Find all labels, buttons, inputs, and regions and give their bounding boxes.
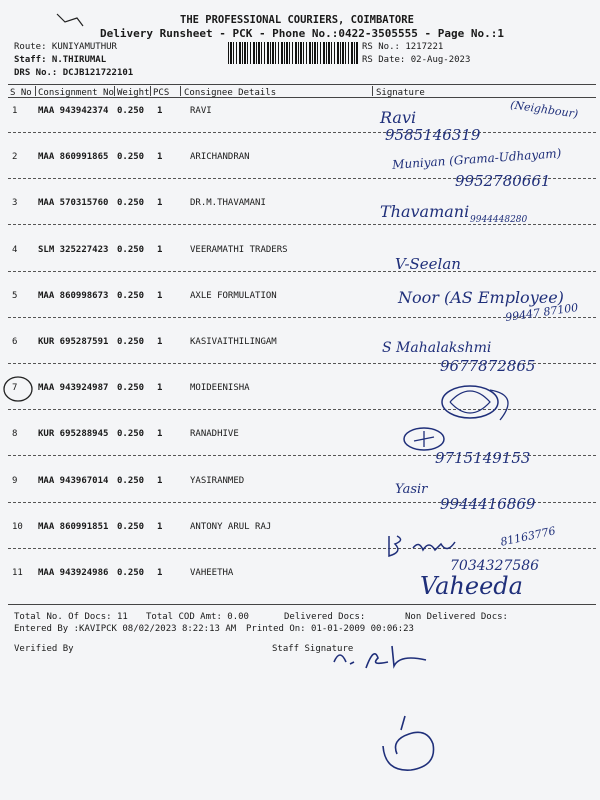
col-pcs: PCS [153,88,170,98]
row-consignee: RAVI [190,106,212,116]
entered-by: Entered By :KAVIPCK 08/02/2023 8:22:13 AM [14,624,237,634]
signature-phone-3: 9944448280 [470,215,528,225]
signature-note-6: S Mahalakshmi [382,340,492,356]
printed-on: Printed On: 01-01-2009 00:06:23 [246,624,414,634]
row-consignee: AXLE FORMULATION [190,291,277,301]
row-weight: 0.250 [117,429,145,439]
row-weight: 0.250 [117,106,145,116]
row-consignment-no: MAA 860991865 [38,152,109,162]
row-consignment-no: KUR 695288945 [38,429,109,439]
col-consignment: Consignment No [38,88,114,98]
row-sno: 1 [12,106,18,116]
row-consignee: ARICHANDRAN [190,152,250,162]
row-consignee: VAHEETHA [190,568,234,578]
row-pcs: 1 [157,245,163,255]
row-sno: 9 [12,476,18,486]
row-pcs: 1 [157,429,163,439]
row-weight: 0.250 [117,291,145,301]
signature-phone-5: 99447 87100 [504,300,580,325]
row-pcs: 1 [157,337,163,347]
signature-phone-8: 9715149153 [435,449,531,467]
signature-4: V-Seelan [395,255,461,273]
row-sno: 6 [12,337,18,347]
signature-3: Thavamani [380,202,470,221]
row-pcs: 1 [157,568,163,578]
row-sno: 10 [12,522,23,532]
signature-note-1: (Neighbour) [509,98,579,121]
signature-9: Yasir [395,482,428,497]
staff-signature-scribble [330,640,440,675]
row-divider [8,271,596,272]
row-sno: 11 [12,568,23,578]
pen-mark-icon [55,10,85,30]
row-consignment-no: SLM 325227423 [38,245,109,255]
row-divider [8,132,596,133]
verified-by: Verified By [14,644,74,654]
row-consignment-no: MAA 943967014 [38,476,109,486]
row-consignment-no: KUR 695287591 [38,337,109,347]
row-pcs: 1 [157,476,163,486]
signature-note-5: Noor (AS Employee) [398,288,564,307]
row-weight: 0.250 [117,522,145,532]
row-pcs: 1 [157,152,163,162]
row-consignee: YASIRANMED [190,476,245,486]
rs-number: RS No.: 1217221 [362,42,444,52]
delivered-docs: Delivered Docs: [284,612,366,622]
total-docs: Total No. Of Docs: 11 [14,612,128,622]
drs-number: DRS No.: DCJB121722101 [14,68,134,78]
barcode [228,42,358,64]
row-pcs: 1 [157,198,163,208]
signature-1: Ravi [380,108,417,127]
signature-phone-11: 7034327586 [450,558,540,574]
row-weight: 0.250 [117,568,145,578]
col-consignee: Consignee Details [184,88,277,98]
staff-label: Staff: N.THIRUMAL [14,55,107,65]
col-sno: S No [10,88,32,98]
row-sno: 8 [12,429,18,439]
row-consignee: ANTONY ARUL RAJ [190,522,272,532]
row-sno: 2 [12,152,18,162]
signature-7-scribble [430,380,530,430]
row-consignee: MOIDEENISHA [190,383,250,393]
circle-mark-icon [2,374,36,404]
row-pcs: 1 [157,106,163,116]
row-consignee: KASIVAITHILINGAM [190,337,277,347]
staff-signature-label: Staff Signature [272,644,354,654]
row-sno: 3 [12,198,18,208]
col-signature: Signature [376,88,425,98]
rs-date: RS Date: 02-Aug-2023 [362,55,471,65]
signature-phone-2: 9952780661 [455,172,551,190]
bottom-scribble [375,710,445,775]
row-divider [8,548,596,549]
row-consignment-no: MAA 860991851 [38,522,109,532]
row-consignment-no: MAA 943942374 [38,106,109,116]
row-weight: 0.250 [117,245,145,255]
row-weight: 0.250 [117,198,145,208]
company-title: THE PROFESSIONAL COURIERS, COIMBATORE [180,14,414,26]
total-cod: Total COD Amt: 0.00 [146,612,249,622]
route-label: Route: KUNIYAMUTHUR [14,42,117,52]
col-weight: Weight [117,88,150,98]
row-sno: 7 [12,383,18,393]
signature-10-scribble [385,530,475,560]
row-pcs: 1 [157,291,163,301]
signature-phone-6: 9677872865 [440,357,536,375]
row-consignment-no: MAA 943924987 [38,383,109,393]
row-weight: 0.250 [117,337,145,347]
signature-phone-10: 81163776 [499,524,557,549]
row-weight: 0.250 [117,383,145,393]
row-consignment-no: MAA 570315760 [38,198,109,208]
row-pcs: 1 [157,522,163,532]
row-consignee: DR.M.THAVAMANI [190,198,266,208]
non-delivered-docs: Non Delivered Docs: [405,612,508,622]
row-consignment-no: MAA 860998673 [38,291,109,301]
row-weight: 0.250 [117,152,145,162]
row-consignee: RANADHIVE [190,429,239,439]
row-sno: 5 [12,291,18,301]
signature-phone-1: 9585146319 [385,126,481,144]
row-consignee: VEERAMATHI TRADERS [190,245,288,255]
runsheet-subtitle: Delivery Runsheet - PCK - Phone No.:0422-3505555 - Page No.:1 [100,27,504,40]
row-weight: 0.250 [117,476,145,486]
row-consignment-no: MAA 943924986 [38,568,109,578]
row-sno: 4 [12,245,18,255]
row-pcs: 1 [157,383,163,393]
signature-note-2: Muniyan (Grama-Udhayam) [391,146,562,172]
signature-11: Vaheeda [420,572,523,600]
signature-phone-9: 9944416869 [440,495,536,513]
